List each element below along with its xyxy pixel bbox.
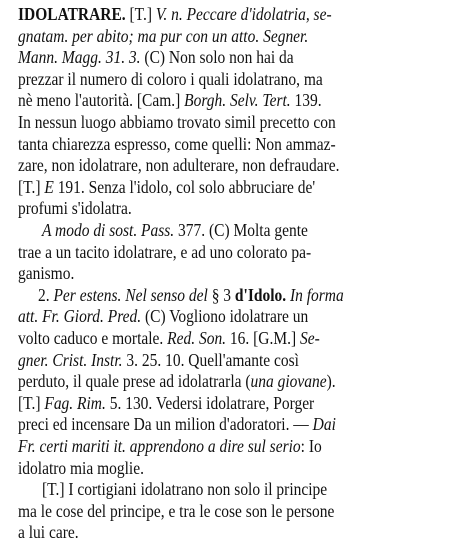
entry-line-3: Mann. Magg. 31. 3. (C) Non solo non hai da bbox=[18, 47, 294, 68]
entry-line-9: [T.] E 191. Senza l'idolo, col solo abbruciare de' bbox=[18, 176, 316, 197]
entry-line-23: [T.] I cortigiani idolatrano non solo il principe bbox=[42, 479, 328, 500]
entry-line-16: volto caduco e mortale. Red. Son. 16. [G.M.] Se- bbox=[18, 328, 320, 348]
entry-line-2: gnatam. per abito; ma pur con un atto. Segner. bbox=[18, 25, 309, 46]
entry-line-10: profumi s'idolatra. bbox=[18, 198, 132, 219]
entry-line-13: ganismo. bbox=[18, 263, 75, 284]
entry-line-18: perduto, il quale prese ad idolatrarla (una giovane). bbox=[18, 371, 336, 392]
headword: IDOLATRARE. bbox=[18, 4, 126, 24]
entry-line-19: [T.] Fag. Rim. 5. 130. Vedersi idolatrare, Porger bbox=[18, 392, 315, 413]
entry-line-4: prezzar il numero di coloro i quali idolatrano, ma bbox=[18, 68, 323, 89]
entry-line-24: ma le cose del principe, e tra le cose son le persone bbox=[18, 500, 335, 521]
entry-line-20: preci ed incensare Da un milion d'adoratori. — Dai bbox=[18, 414, 336, 435]
entry-line-14: 2. Per estens. Nel senso del § 3 d'Idolo. In forma bbox=[38, 284, 344, 305]
entry-line-5: nè meno l'autorità. [Cam.] Borgh. Selv. Tert. 139. bbox=[18, 90, 322, 111]
entry-line-15: att. Fr. Giord. Pred. (C) Vogliono idolatrare un bbox=[18, 306, 309, 327]
entry-line-8: zare, non idolatrare, non adulterare, non defraudare. bbox=[18, 155, 340, 176]
entry-line-12: trae a un tacito idolatrare, e ad uno colorato pa- bbox=[18, 241, 312, 262]
entry-line-17: gner. Crist. Instr. 3. 25. 10. Quell'amante così bbox=[18, 349, 299, 370]
entry-line-11: A modo di sost. Pass. 377. (C) Molta gente bbox=[42, 220, 308, 240]
entry-line-6: In nessun luogo abbiamo trovato simil precetto con bbox=[18, 112, 336, 132]
entry-line-1: IDOLATRARE. [T.] V. n. Peccare d'idolatria, se- bbox=[18, 4, 332, 24]
entry-line-22: idolatro mia moglie. bbox=[18, 457, 144, 478]
entry-line-21: Fr. certi mariti it. apprendono a dire sul serio: Io bbox=[18, 436, 322, 456]
entry-line-7: tanta chiarezza espresso, come quelli: Non ammaz- bbox=[18, 133, 336, 154]
entry-line-25: a lui care. bbox=[18, 522, 79, 543]
